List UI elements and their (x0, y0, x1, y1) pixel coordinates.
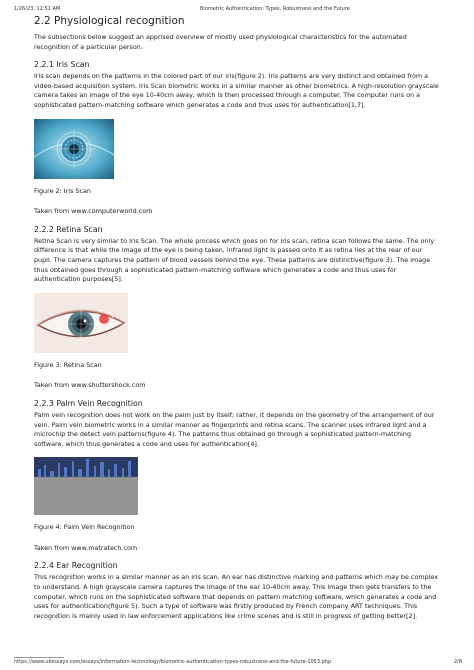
retina-heading: 2.2.2 Retina Scan (34, 224, 103, 234)
iris-heading: 2.2.1 Iris Scan (34, 60, 90, 70)
header-datetime: 1/26/23, 12:51 AM (14, 6, 61, 12)
iris-image-source: Taken from www.computerworld.com (34, 207, 153, 216)
footer-page-number: 2/8 (453, 659, 462, 665)
section-intro: The subsections below suggest an apprised overview of mostly used physiological characteristics for the automated recognition of a particular person. (34, 33, 407, 51)
retina-image-source: Taken from www.shuttershock.com (34, 381, 146, 390)
palm-vein-body: Palm vein recognition does not work on the palm just by itself; rather, it depends on the geometry of the arrangement of our vein. Palm vein biometric works in a similar manner as fingerprints and retina scans. The scanner uses infrared light and a microchip the detect vein patterns(figure 4). The patterns thus obtained go through a sophisticated pattern-matching software, which thus generates a code and uses for authentication[4]. (34, 410, 435, 448)
palm-vein-heading: 2.2.3 Palm Vein Recognition (34, 398, 143, 408)
retina-figure-caption: Figure 3: Retina Scan (34, 360, 102, 369)
iris-figure-caption: Figure 2: Iris Scan (34, 186, 91, 195)
footer-url-link[interactable]: https://www.ukessays.com/essays/information-technology/biometric-authentication-types-robustness-and-the-future-1053.php (14, 659, 332, 665)
palm-vein-image (34, 457, 138, 515)
ear-heading: 2.2.4 Ear Recognition (34, 561, 118, 571)
retina-body: Retina Scan is very similar to Iris Scan. The whole process which goes on for iris scan, retina scan follows the same. The only difference is that while the image of the eye is being taken, infrared light is passed onto it as retina lies at the rear of our pupil. The camera captures the pattern of blood vessels behind the eye. These patterns are distinctive(figure 3). The image thus obtained goes through a sophisticated pattern-matching software which generates a code and thus uses for authentication purposes[5]. (34, 236, 435, 284)
iris-scan-image (34, 119, 114, 179)
article-content (34, 14, 440, 621)
palm-vein-image-source: Taken from www.matratech.com (34, 543, 138, 552)
retina-scan-image (34, 293, 128, 353)
footer-divider (14, 657, 64, 658)
section-heading: 2.2 Physiological recognition (34, 15, 185, 27)
iris-body: Iris scan depends on the patterns in the colored part of our iris(figure 2). Iris patterns are very distinct and obtained from a video-based acquisition system. Iris Scan biometric works in a similar manner as other biometrics. A high-resolution grayscale camera takes an image of the eye 10-40cm away, which is then processed through a computer. The computer runs on a sophisticated pattern-matching software which generates a code and thus uses for authentication[1,7]. (34, 72, 439, 109)
ear-body: This recognition works in a similar manner as an iris scan. An ear has distinctive marking and patterns which may be complex to understand. A high grayscale camera captures the image of the ear 10-40cm away. This image then gets transfers to the computer, which runs on the sophisticated software that depends on pattern matching software, which generates a code and uses for authentication(figure 5). Such a type of software was firstly produced by French company ART techniques. This recognition is mainly used in law enforcement applications like crime scenes and is still in progress of getting better[2]. (34, 573, 438, 620)
header-page-title: Biometric Authentication: Types, Robustness and the Future (200, 6, 350, 12)
palm-vein-figure-caption: Figure 4: Palm Vein Recognition (34, 523, 135, 532)
